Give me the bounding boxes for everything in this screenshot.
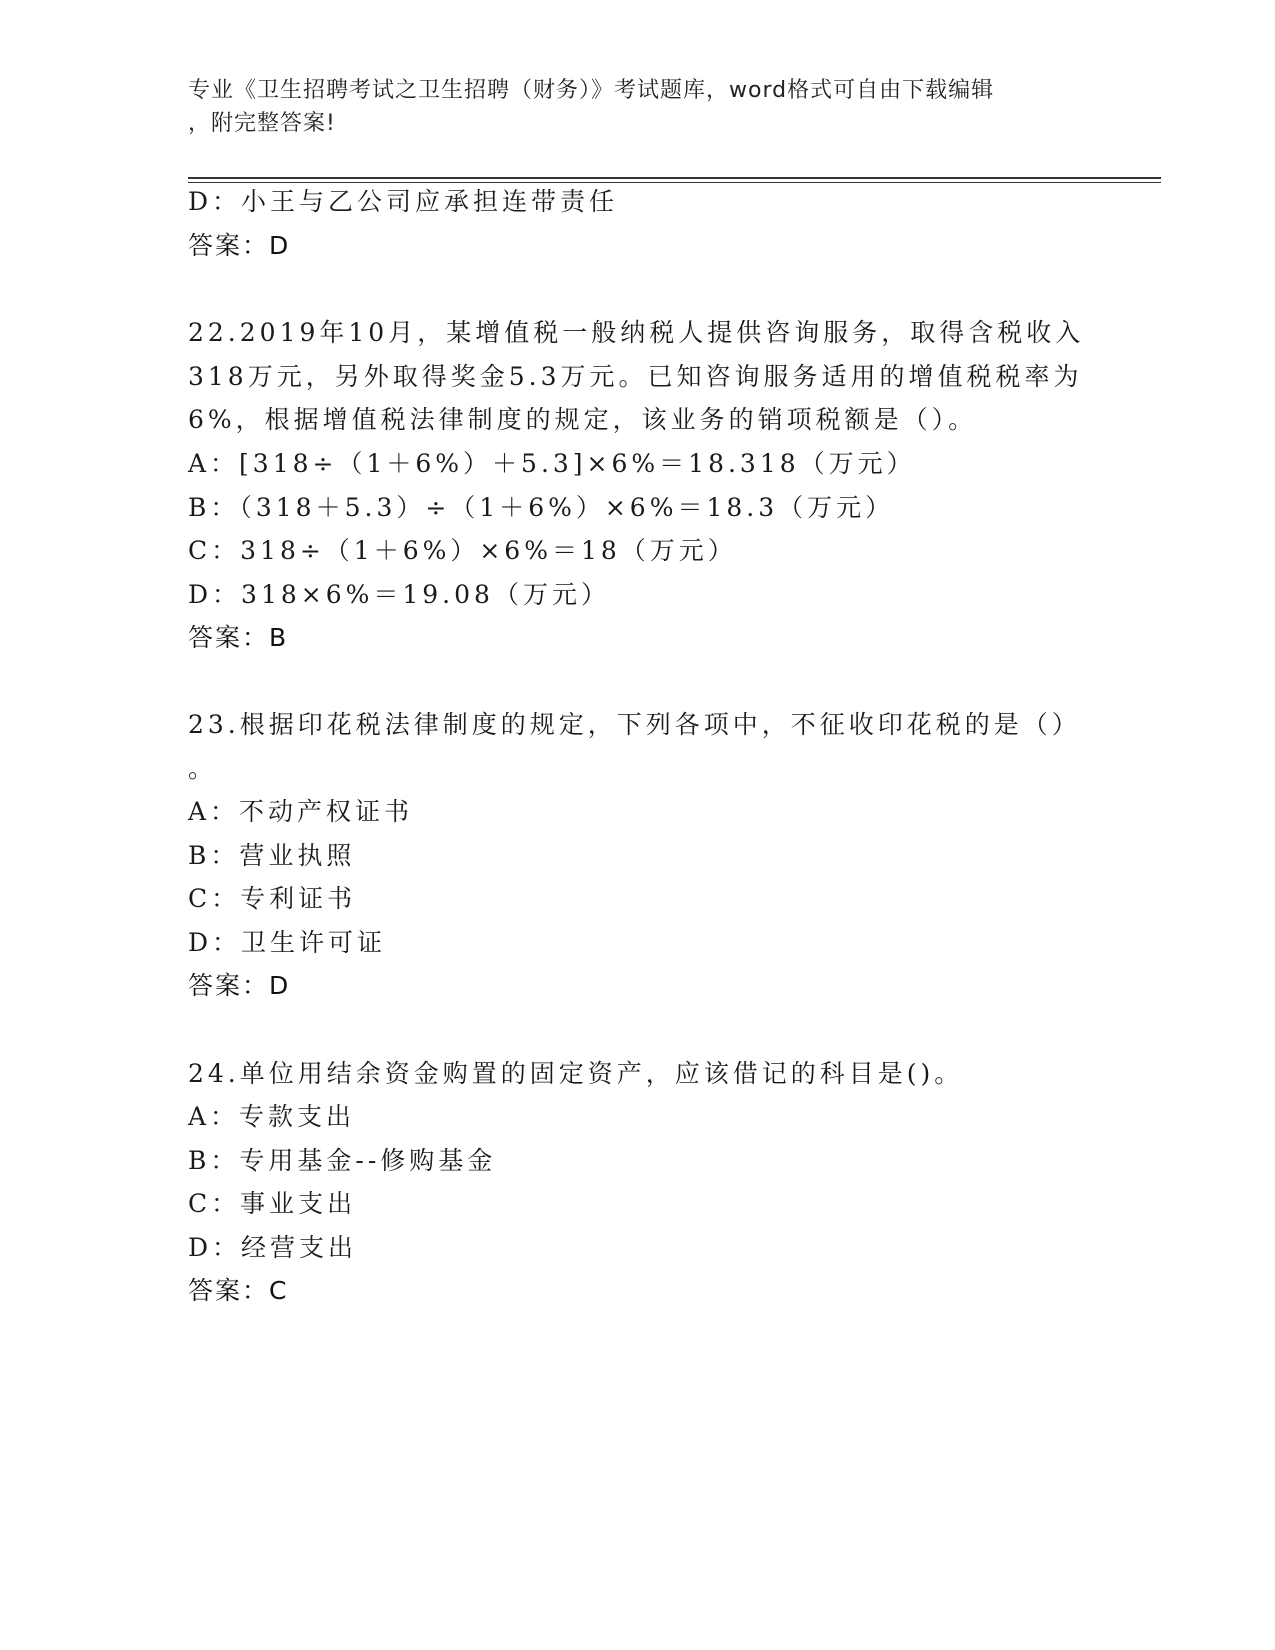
q24-option-a: A：专款支出 [188,1102,356,1131]
q22-option-d: D：318×6%＝19.08（万元） [188,580,610,609]
q22-option-b: B：（318＋5.3）÷（1＋6%）×6%＝18.3（万元） [188,493,895,522]
header-line-1: 专业《卫生招聘考试之卫生招聘（财务）》考试题库，word格式可自由下载编辑 [188,78,995,103]
q22-stem-line-1: 22.2019年10月，某增值税一般纳税人提供咨询服务，取得含税收入 [188,318,1085,347]
prev-option-d: D：小王与乙公司应承担连带责任 [188,187,619,216]
q23-stem-line-2: 。 [188,754,218,783]
q23-option-a: A：不动产权证书 [188,797,414,826]
q23-option-b: B：营业执照 [188,841,356,870]
q22-stem-line-3: 6%，根据增值税法律制度的规定，该业务的销项税额是（）。 [188,405,978,434]
q23-option-c: C：专利证书 [188,884,357,913]
q22-stem-line-2: 318万元，另外取得奖金5.3万元。已知咨询服务适用的增值税税率为 [188,362,1083,391]
header-line-2: ，附完整答案! [188,111,336,136]
q23-answer: 答案：D [188,971,291,1000]
prev-answer: 答案：D [188,231,291,260]
page-header [188,74,1088,140]
q24-answer: 答案：C [188,1276,289,1305]
q24-stem-line-1: 24.单位用结余资金购置的固定资产，应该借记的科目是()。 [188,1059,964,1088]
header-divider-thin [188,182,1161,183]
q22-option-a: A：[318÷（1＋6%）＋5.3]×6%＝18.318（万元） [188,449,916,478]
q24-option-b: B：专用基金--修购基金 [188,1146,497,1175]
q22-answer: 答案：B [188,623,289,652]
q22-option-c: C：318÷（1＋6%）×6%＝18（万元） [188,536,737,565]
header-divider-thick [188,177,1161,179]
q24-option-d: D：经营支出 [188,1233,358,1262]
q24-option-c: C：事业支出 [188,1189,357,1218]
q23-stem-line-1: 23.根据印花税法律制度的规定，下列各项中，不征收印花税的是（） [188,710,1081,739]
q23-option-d: D：卫生许可证 [188,928,387,957]
